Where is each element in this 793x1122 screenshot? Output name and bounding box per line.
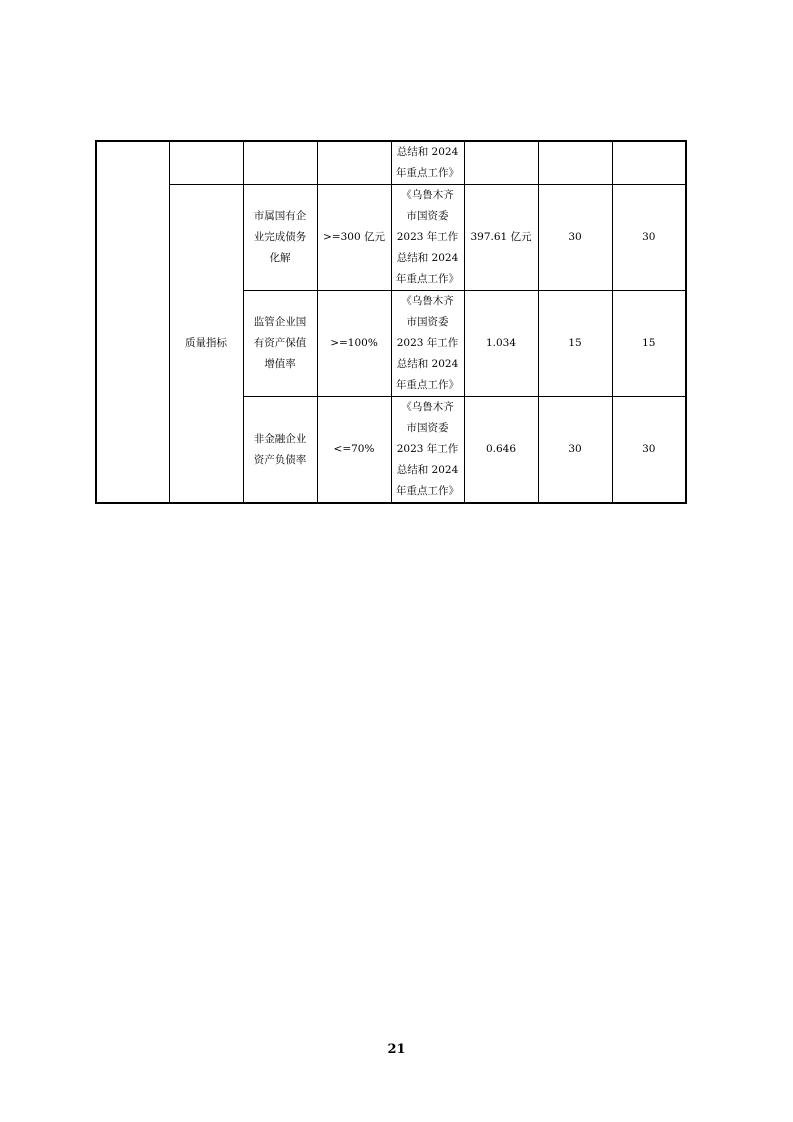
score-cell: 15	[612, 291, 686, 397]
table-row	[96, 185, 686, 291]
actual-cell-continued	[464, 141, 538, 185]
target-cell: >=300 亿元	[317, 185, 391, 291]
target-cell: >=100%	[317, 291, 391, 397]
score-cell: 30	[612, 397, 686, 504]
actual-cell: 0.646	[464, 397, 538, 504]
performance-table	[95, 140, 687, 504]
weight-cell: 30	[538, 185, 612, 291]
indicator-cell: 非金融企业 资产负债率	[243, 397, 317, 504]
page-number: 21	[387, 1042, 406, 1057]
source-cell: 《乌鲁木齐 市国资委 2023 年工作 总结和 2024 年重点工作》	[391, 291, 464, 397]
weight-cell: 30	[538, 397, 612, 504]
indicator-cell: 市属国有企 业完成债务 化解	[243, 185, 317, 291]
actual-cell: 1.034	[464, 291, 538, 397]
source-cell: 《乌鲁木齐 市国资委 2023 年工作 总结和 2024 年重点工作》	[391, 185, 464, 291]
source-cell: 《乌鲁木齐 市国资委 2023 年工作 总结和 2024 年重点工作》	[391, 397, 464, 504]
indicator-cell-continued	[243, 141, 317, 185]
target-cell-continued	[317, 141, 391, 185]
source-cell-continued: 总结和 2024 年重点工作》	[391, 141, 464, 185]
score-cell-continued	[612, 141, 686, 185]
first-level-cell	[96, 141, 169, 503]
indicator-cell: 监管企业国 有资产保值 增值率	[243, 291, 317, 397]
continued-row	[96, 141, 686, 185]
weight-cell-continued	[538, 141, 612, 185]
score-cell: 30	[612, 185, 686, 291]
weight-cell: 15	[538, 291, 612, 397]
actual-cell: 397.61 亿元	[464, 185, 538, 291]
category-cell-continued	[169, 141, 243, 185]
target-cell: <=70%	[317, 397, 391, 504]
category-cell: 质量指标	[169, 185, 243, 504]
